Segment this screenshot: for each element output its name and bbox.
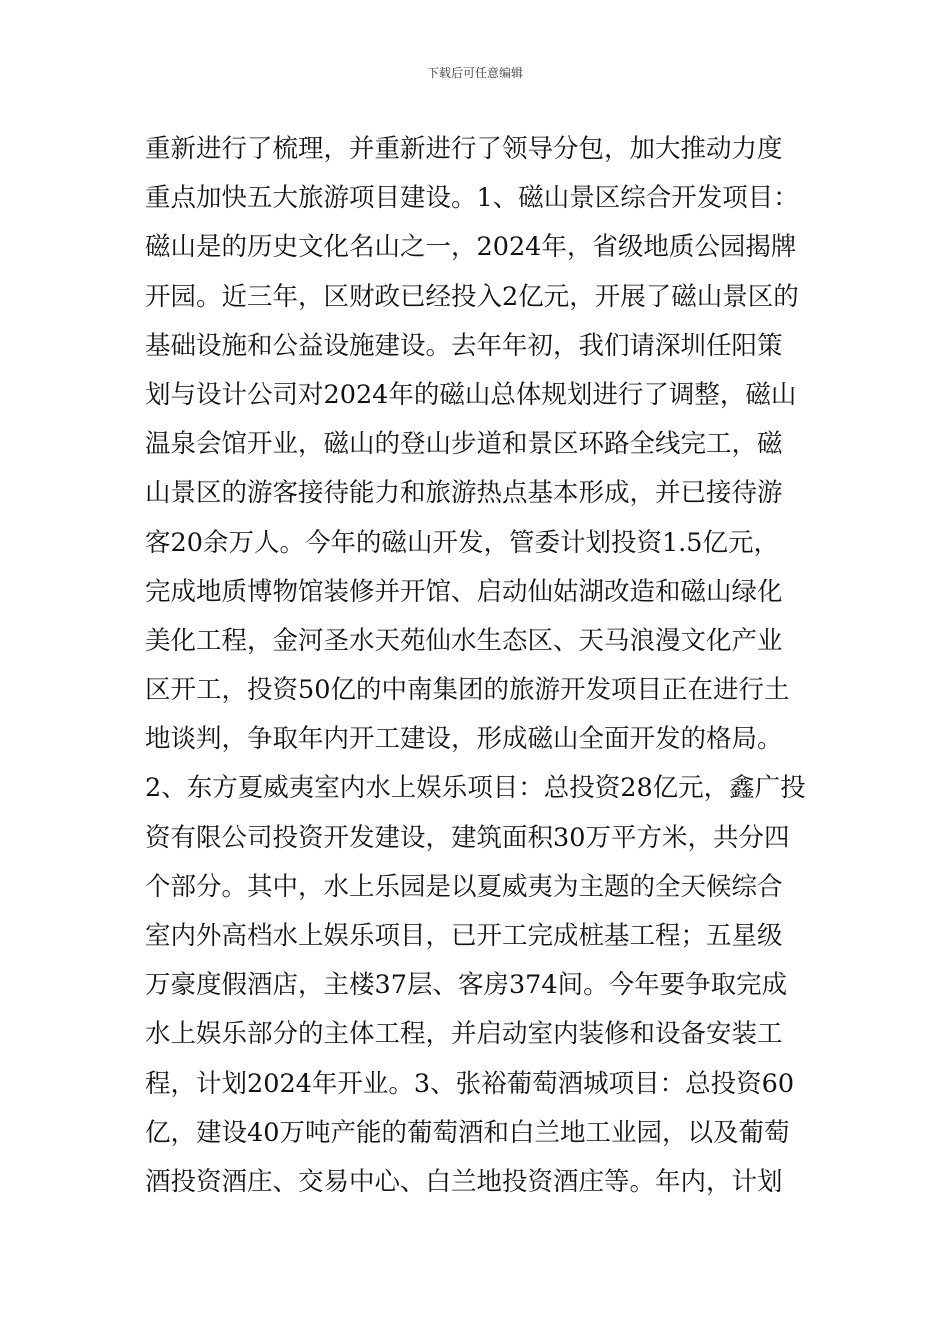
- text-line: 客20余万人。今年的磁山开发，管委计划投资1.5亿元，: [145, 527, 780, 558]
- text-line: 山景区的游客接待能力和旅游热点基本形成，并已接待游: [145, 478, 783, 509]
- text-line: 酒投资酒庄、交易中心、白兰地投资酒庄等。年内，计划: [145, 1166, 783, 1197]
- body-paragraph: [145, 125, 825, 1207]
- text-line: 美化工程，金河圣水天苑仙水生态区、天马浪漫文化产业: [145, 625, 783, 656]
- text-line: 重点加快五大旅游项目建设。1、磁山景区综合开发项目：: [145, 183, 799, 214]
- page-header: 下载后可任意编辑: [426, 66, 523, 80]
- text-line: 室内外高档水上娱乐项目，已开工完成桩基工程；五星级: [145, 921, 783, 951]
- text-line: 地谈判，争取年内开工建设，形成磁山全面开发的格局。: [145, 724, 783, 755]
- text-line: 基础设施和公益设施建设。去年年初，我们请深圳任阳策: [145, 330, 783, 361]
- text-line: 2、东方夏威夷室内水上娱乐项目：总投资28亿元，鑫广投: [145, 773, 806, 804]
- text-line: 亿，建设40万吨产能的葡萄酒和白兰地工业园，以及葡萄: [145, 1117, 790, 1148]
- text-line: 磁山是的历史文化名山之一，2024年，省级地质公园揭牌: [145, 232, 797, 263]
- text-line: 划与设计公司对2024年的磁山总体规划进行了调整，磁山: [145, 379, 797, 410]
- text-line: 程，计划2024年开业。3、张裕葡萄酒城项目：总投资60: [145, 1068, 795, 1099]
- text-line: 开园。近三年，区财政已经投入2亿元，开展了磁山景区的: [145, 281, 799, 312]
- text-line: 完成地质博物馆装修并开馆、启动仙姑湖改造和磁山绿化: [145, 576, 783, 607]
- text-line: 水上娱乐部分的主体工程，并启动室内装修和设备安装工: [145, 1019, 783, 1050]
- text-line: 资有限公司投资开发建设，建筑面积30万平方米，共分四: [145, 822, 790, 853]
- text-line: 重新进行了梳理，并重新进行了领导分包，加大推动力度: [145, 134, 783, 164]
- text-line: 区开工，投资50亿的中南集团的旅游开发项目正在进行土: [145, 675, 790, 706]
- text-line: 个部分。其中，水上乐园是以夏威夷为主题的全天候综合: [145, 871, 783, 902]
- text-line: 温泉会馆开业，磁山的登山步道和景区环路全线完工，磁: [145, 429, 783, 460]
- text-line: 万豪度假酒店，主楼37层、客房374间。今年要争取完成: [145, 970, 788, 1001]
